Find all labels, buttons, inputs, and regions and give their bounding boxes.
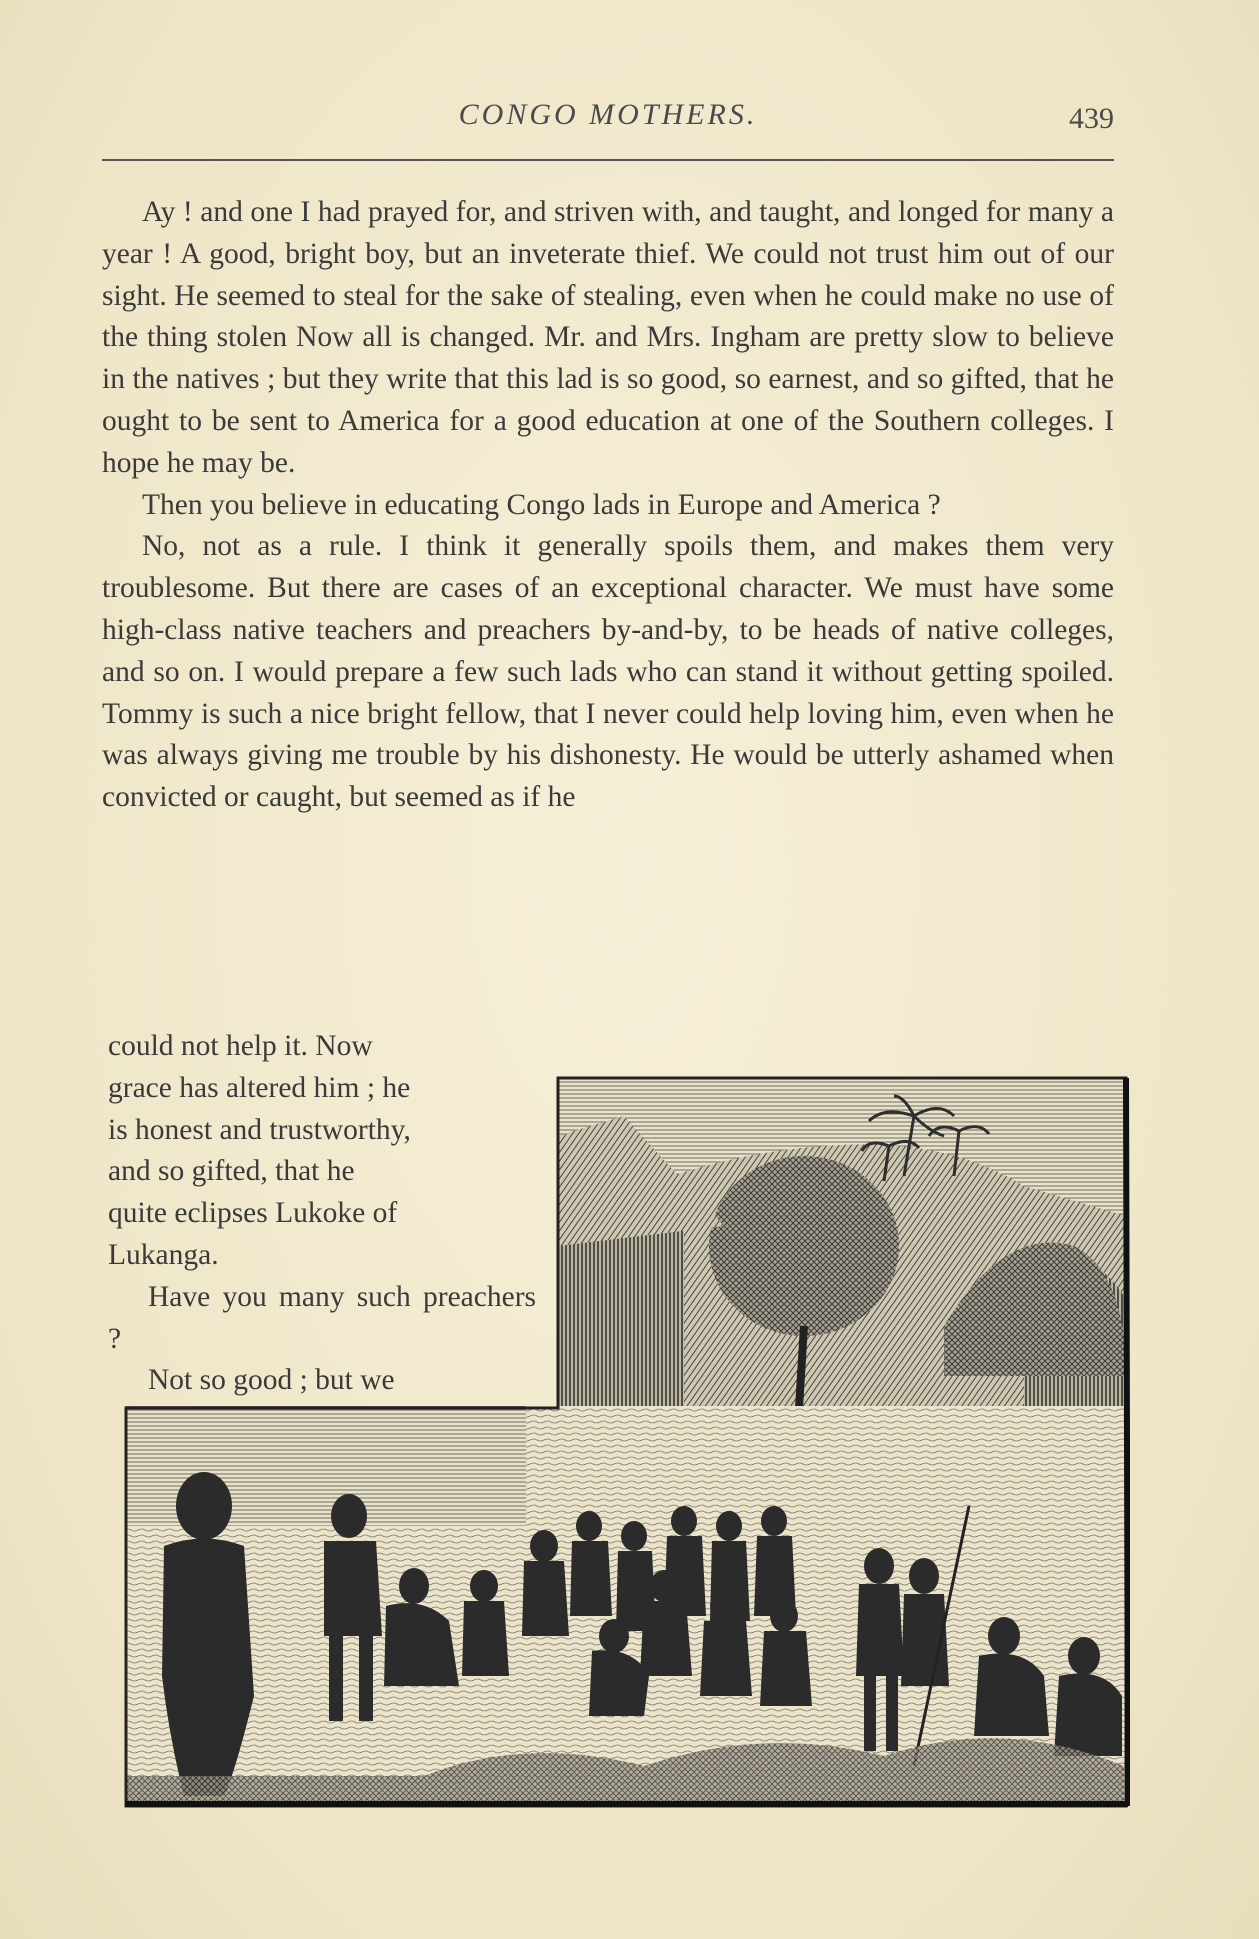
text-line: and so gifted, that he <box>108 1155 355 1188</box>
text-line: grace has altered him ; he <box>108 1071 411 1104</box>
paragraph: Then you believe in educating Congo lads in Europe and America ? <box>142 488 941 521</box>
page-number: 439 <box>1069 102 1114 135</box>
text-line: could not help it. Now <box>108 1030 373 1062</box>
text-line: is honest and trustworthy, <box>108 1113 411 1146</box>
text-line: quite eclipses Lukoke of <box>108 1197 398 1230</box>
text-line: Lukanga. <box>108 1238 219 1271</box>
paragraph: Have you many such preachers ? <box>108 1280 536 1355</box>
engraving-illustration <box>124 1076 1130 1808</box>
running-head: CONGO MOTHERS. <box>458 98 758 131</box>
paragraph: Ay ! and one I had prayed for, and striven with, and taught, and longed for many a year ! A good, bright boy, but an inveterate thief. We could not trust him out of our sight. He seemed to steal for the sake of stealing, even when he could make no use of the thing stolen Now all is changed. Mr. and Mrs. Ingham are pretty slow to believe in the natives ; but they write that this lad is so good, so earnest, and so gifted, that he ought to be sent to America for a good education at one of the Southern colleges. I hope he may be. <box>102 196 1114 479</box>
village-scene-image <box>124 1076 1130 1808</box>
header-rule <box>102 159 1114 161</box>
page-header <box>102 92 1114 142</box>
body-text <box>102 192 1114 819</box>
paragraph: No, not as a rule. I think it generally spoils them, and makes them very troublesome. But there are cases of an exceptional character. We must have some high-class native teachers and preachers by-and-by, to be heads of native colleges, and so on. I would prepare a few such lads who can stand it without getting spoiled. Tommy is such a nice bright fellow, that I never could help loving him, even when he was always giving me trouble by his dishonesty. He would be utterly ashamed when convicted or caught, but seemed as if he <box>102 530 1114 814</box>
paragraph: Not so good ; but we <box>148 1364 395 1397</box>
